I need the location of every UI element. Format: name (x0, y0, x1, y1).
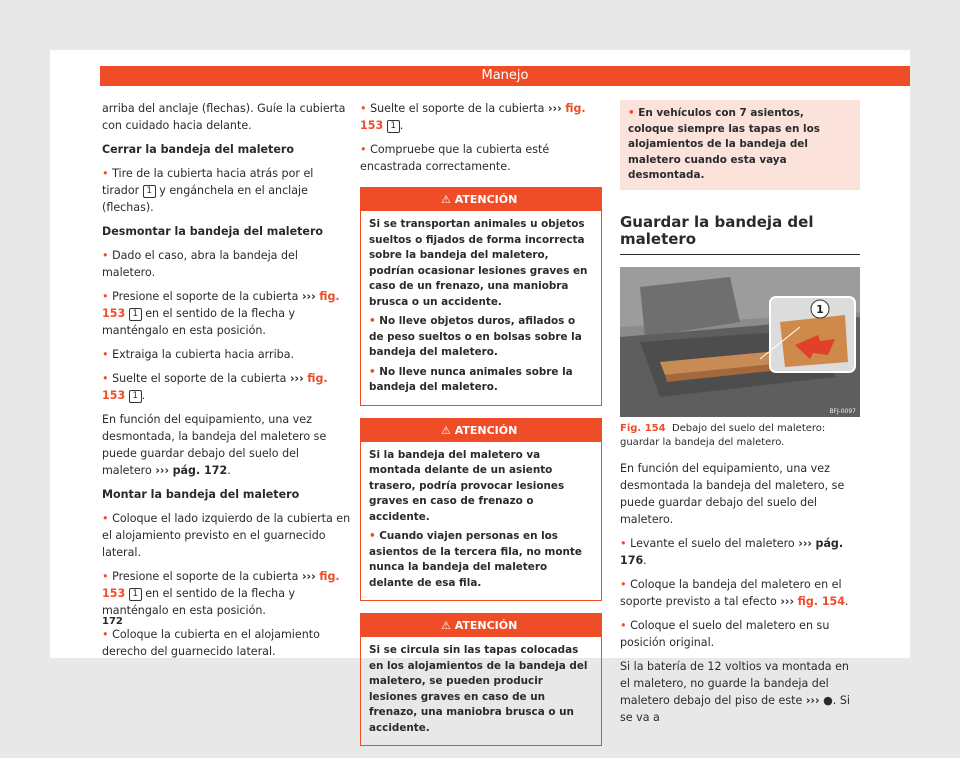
bullet-icon: • (102, 372, 109, 385)
trunk-illustration (620, 267, 860, 417)
warning-icon: ⚠ (441, 619, 451, 632)
bullet-item: • Presione el soporte de la cubierta ››› fig. 153 1 en el sentido de la flecha y manténgalo en esta posición. (102, 570, 340, 617)
figure-link[interactable]: fig. 153 (102, 290, 340, 320)
callout-number: 1 (143, 185, 156, 198)
bullet-item: • Coloque la bandeja del maletero en el soporte previsto a tal efecto ››› fig. 154. (620, 577, 849, 608)
figure-caption: Fig. 154 Debajo del suelo del maletero: guardar la bandeja del maletero. (620, 422, 826, 448)
bullet-icon: • (620, 618, 627, 632)
caption-label: Fig. 154 (620, 422, 666, 434)
warning-title: ⚠ ATENCIÓN (361, 419, 601, 442)
photo-code: BFJ-0097 (829, 407, 856, 415)
bullet-item: • Extraiga la cubierta hacia arriba. (102, 348, 295, 361)
bullet-icon: • (369, 365, 376, 378)
note-box: • En vehículos con 7 asientos, coloque siempre las tapas en los alojamientos de la bandeja del maletero cuando esta vaya desmontada. (620, 100, 860, 190)
crossref-arrow: ››› (805, 693, 820, 707)
callout-number: 1 (129, 308, 142, 321)
bullet-item: • Coloque el suelo del maletero en su posición original. (620, 618, 830, 649)
bullet-icon: • (102, 290, 109, 303)
bullet-item: • Coloque el lado izquierdo de la cubierta en el alojamiento previsto en el guarnecido lateral. (102, 512, 351, 559)
warning-bullet: • No lleve objetos duros, afilados o de peso sueltos o en bolsas sobre la bandeja del maletero. (369, 315, 582, 358)
crossref-arrow: ››› (301, 570, 316, 583)
warning-text: Si se transportan animales u objetos sueltos o fijados de forma incorrecta sobre la bandeja del maletero, podrían ocasionar lesiones graves en caso de un frenazo, una maniobra brusca o un accidente. (369, 218, 588, 308)
warning-box-1 (360, 187, 602, 406)
bullet-item: • Compruebe que la cubierta esté encastrada correctamente. (360, 143, 550, 173)
crossref-arrow: ››› (289, 372, 304, 385)
page-link[interactable]: pág. 176 (620, 536, 844, 567)
callout-number: 1 (129, 390, 142, 403)
warning-text: Si se circula sin las tapas colocadas en los alojamientos de la bandeja del maletero, se pueden producir lesiones graves en caso de un frenazo, una maniobra brusca o un accidente. (369, 644, 588, 734)
bullet-item: • Tire de la cubierta hacia atrás por el tirador 1 y engánchela en el anclaje (flechas). (102, 167, 314, 214)
callout-number: 1 (129, 588, 142, 601)
crossref-arrow: ››› (547, 102, 562, 115)
bullet-item: • Presione el soporte de la cubierta ››› fig. 153 1 en el sentido de la flecha y manténgalo en esta posición. (102, 290, 340, 337)
bullet-icon: • (628, 107, 635, 119)
figure-link[interactable]: fig. 153 (102, 570, 340, 600)
header-title: Manejo (481, 68, 529, 83)
warning-circle-icon: ● (823, 693, 833, 707)
bullet-icon: • (620, 536, 627, 550)
manual-page (50, 50, 910, 734)
warning-box-2 (360, 418, 602, 602)
bullet-icon: • (360, 102, 367, 115)
column-middle (360, 100, 602, 758)
figure-link[interactable]: fig. 154 (797, 594, 845, 608)
subheading-montar: Montar la bandeja del maletero (102, 488, 300, 501)
paragraph: Si la batería de 12 voltios va montada en el maletero, no guarde la bandeja del maletero debajo del piso de este ››› ●. Si se va a (620, 659, 850, 724)
bullet-icon: • (102, 249, 109, 262)
warning-bullet: • No lleve nunca animales sobre la bandeja del maletero. (369, 365, 573, 393)
bullet-item: • Dado el caso, abra la bandeja del maletero. (102, 249, 298, 279)
figure-photo (620, 267, 860, 417)
bullet-icon: • (102, 628, 109, 641)
bullet-icon: • (102, 512, 109, 525)
column-left (102, 100, 352, 667)
subheading-cerrar: Cerrar la bandeja del maletero (102, 143, 294, 156)
section-title: Guardar la bandeja del maletero (620, 214, 860, 255)
paragraph: En función del equipamiento, una vez desmontada, la bandeja del maletero se puede guardar debajo del suelo del maletero ››› pág. 172. (102, 413, 327, 477)
warning-icon: ⚠ (441, 193, 451, 206)
bullet-item: • Suelte el soporte de la cubierta ››› fig. 153 1 . (360, 102, 586, 132)
warning-title: ⚠ ATENCIÓN (361, 188, 601, 211)
crossref-arrow: ››› (155, 464, 170, 477)
bullet-item: • Coloque la cubierta en el alojamiento derecho del guarnecido lateral. (102, 628, 320, 658)
bullet-icon: • (369, 315, 376, 327)
warning-body (361, 211, 601, 405)
bullet-icon: • (620, 577, 627, 591)
crossref-arrow: ››› (798, 536, 812, 550)
bullet-icon: • (102, 167, 109, 180)
photo-callout: 1 (816, 302, 824, 316)
bullet-icon: • (102, 570, 109, 583)
paragraph: arriba del anclaje (flechas). Guíe la cubierta con cuidado hacia delante. (102, 102, 346, 132)
subheading-desmontar: Desmontar la bandeja del maletero (102, 225, 324, 238)
bullet-icon: • (102, 348, 109, 361)
warning-body (361, 442, 601, 601)
warning-text: Si la bandeja del maletero va montada delante de un asiento trasero, podría provocar lesiones graves en caso de frenazo o accidente. (369, 448, 565, 523)
warning-bullet: • Cuando viajen personas en los asientos de la tercera fila, no monte nunca la bandeja del maletero delante de esa fila. (369, 530, 582, 589)
column-right (620, 100, 860, 733)
page-link[interactable]: pág. 172 (172, 464, 228, 477)
bullet-item: • Levante el suelo del maletero ››› pág. 176. (620, 536, 844, 567)
page-number: 172 (102, 616, 123, 627)
warning-icon: ⚠ (441, 423, 451, 437)
bullet-item: • Suelte el soporte de la cubierta ››› fig. 153 1 . (102, 372, 328, 402)
bullet-icon: • (360, 143, 367, 156)
crossref-arrow: ››› (780, 594, 795, 608)
paragraph: En función del equipamiento, una vez desmontada la bandeja del maletero, se puede guardar debajo del suelo del maletero. (620, 461, 845, 526)
warning-body (361, 637, 601, 745)
figure-link[interactable]: fig. 153 (102, 372, 328, 402)
figure-link[interactable]: fig. 153 (360, 102, 586, 132)
callout-number: 1 (387, 120, 400, 133)
warning-box-3 (360, 613, 602, 746)
bullet-icon: • (369, 530, 376, 542)
warning-title: ⚠ ATENCIÓN (361, 614, 601, 637)
crossref-arrow: ››› (301, 290, 316, 303)
page-header (100, 66, 910, 86)
